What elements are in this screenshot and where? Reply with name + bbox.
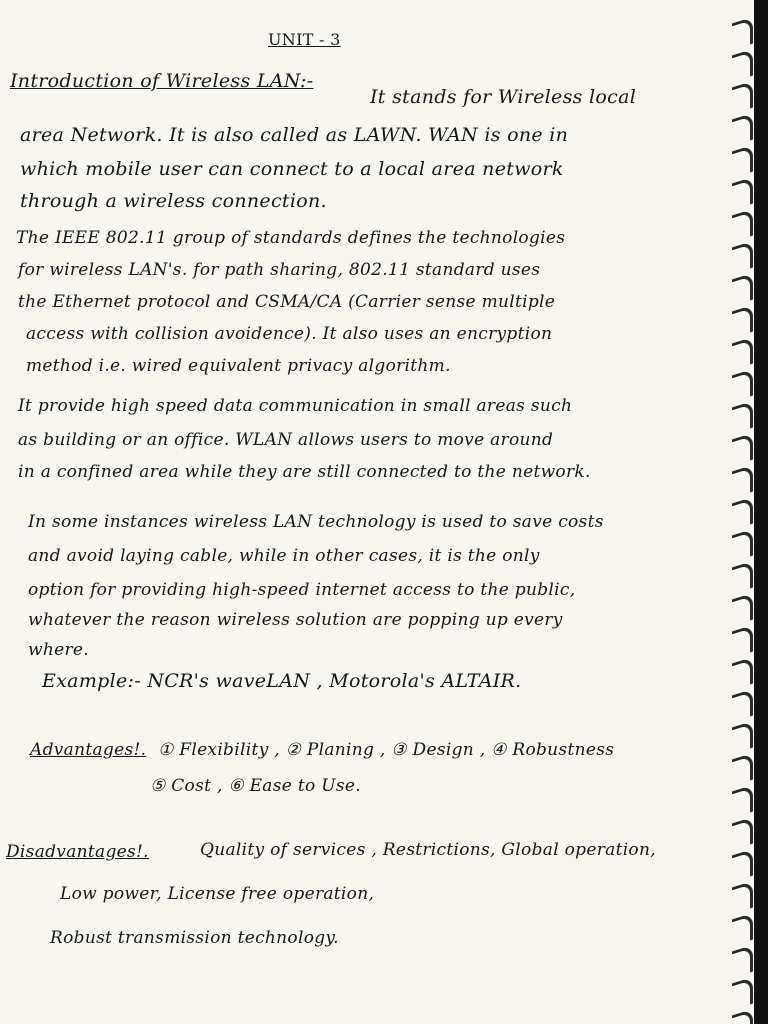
instances-line-1: In some instances wireless LAN technology is used to save costs [28, 512, 604, 532]
advantages-line-2: ⑤ Cost , ⑥ Ease to Use. [150, 776, 361, 796]
disadvantages-line-1: Quality of services , Restrictions, Global operation, [200, 840, 656, 860]
ieee-line-5: method i.e. wired equivalent privacy algorithm. [26, 356, 451, 376]
instances-line-2: and avoid laying cable, while in other cases, it is the only [28, 546, 540, 566]
disadvantages-label: Disadvantages!. [6, 842, 149, 862]
disadvantages-line-2: Low power, License free operation, [60, 884, 375, 904]
instances-line-4: whatever the reason wireless solution are popping up every [28, 610, 563, 630]
advantages-label: Advantages!. [30, 740, 147, 760]
section-heading: Introduction of Wireless LAN:- [10, 70, 314, 92]
unit-title: UNIT - 3 [268, 30, 341, 49]
example-line: Example:- NCR's waveLAN , Motorola's ALTAIR. [42, 670, 522, 692]
ieee-line-2: for wireless LAN's. for path sharing, 802.11 standard uses [18, 260, 541, 280]
disadvantages-line-3: Robust transmission technology. [50, 928, 339, 948]
intro-line-2: area Network. It is also called as LAWN. WAN is one in [20, 124, 569, 146]
speed-line-3: in a confined area while they are still connected to the network. [18, 462, 591, 482]
intro-line-3: which mobile user can connect to a local area network [20, 158, 564, 180]
intro-line-4: through a wireless connection. [20, 190, 327, 212]
advantages-line-1: ① Flexibility , ② Planing , ③ Design , ④ Robustness [158, 740, 615, 760]
ieee-line-1: The IEEE 802.11 group of standards defines the technologies [16, 228, 566, 248]
spiral-binding [732, 20, 762, 1020]
instances-line-5: where. [28, 640, 89, 660]
intro-line-1: It stands for Wireless local [370, 86, 637, 108]
ieee-line-4: access with collision avoidence). It also uses an encryption [26, 324, 553, 344]
speed-line-1: It provide high speed data communication in small areas such [18, 396, 573, 416]
ieee-line-3: the Ethernet protocol and CSMA/CA (Carrier sense multiple [18, 292, 556, 312]
speed-line-2: as building or an office. WLAN allows users to move around [18, 430, 554, 450]
instances-line-3: option for providing high-speed internet access to the public, [28, 580, 576, 600]
